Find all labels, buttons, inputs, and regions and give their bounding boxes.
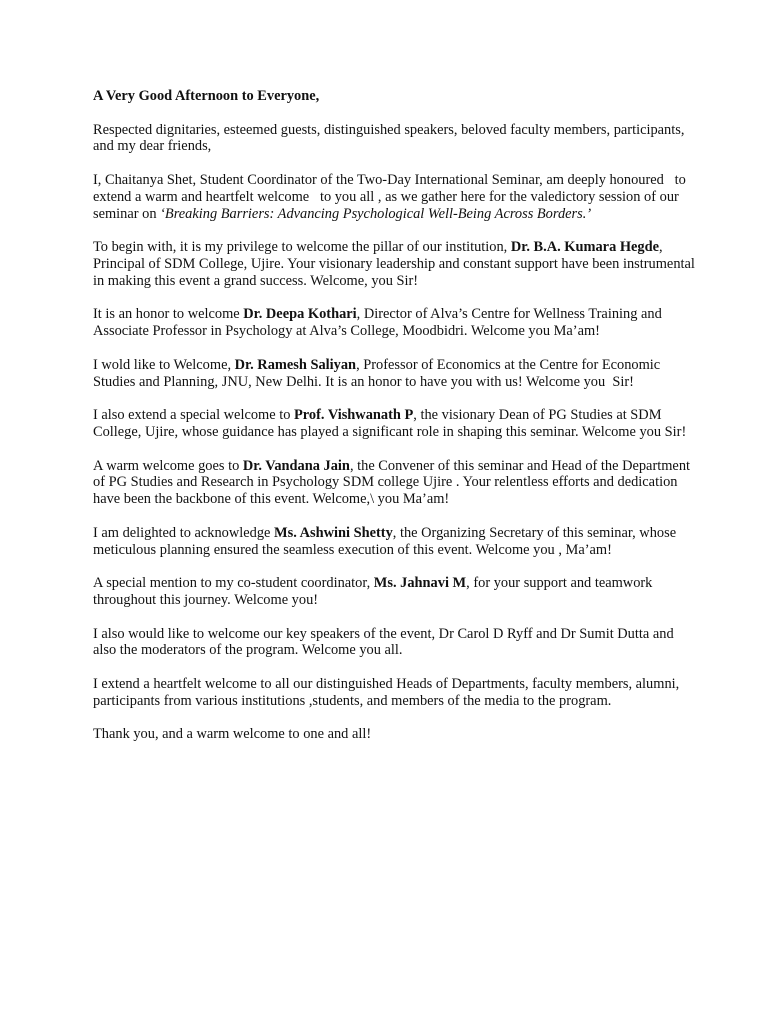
- paragraph-text: A warm welcome goes to: [93, 457, 243, 474]
- professor-welcome-paragraph: [93, 357, 698, 391]
- document-page: [93, 88, 698, 760]
- seminar-title: ‘Breaking Barriers: Advancing Psychological Well-Being Across Borders.’: [160, 205, 592, 222]
- principal-welcome-paragraph: [93, 239, 698, 289]
- paragraph-text: , the Organizing Secretary of this seminar, whose meticulous planning ensured the seamless execution of this event. Welcome you , Ma’am!: [93, 524, 680, 558]
- general-welcome-paragraph: I extend a heartfelt welcome to all our distinguished Heads of Departments, faculty members, alumni, participants from various institutions ,students, and members of the media to the program.: [93, 675, 683, 709]
- greeting-heading: A Very Good Afternoon to Everyone,: [93, 88, 320, 104]
- convener-welcome-paragraph: [93, 458, 698, 508]
- coordinator-welcome-paragraph: [93, 575, 698, 609]
- introduction-paragraph: [93, 172, 698, 222]
- dean-welcome-paragraph: [93, 407, 698, 441]
- paragraph-text: , Professor of Economics at the Centre for Economic Studies and Planning, JNU, New Delhi. It is an honor to have you with us! Welcome you Sir!: [93, 356, 664, 390]
- paragraph-text: I also extend a special welcome to: [93, 407, 294, 424]
- paragraph-text: , the Convener of this seminar and Head of the Department of PG Studies and Research in Psychology SDM college Ujire . Your relentless efforts and dedication have been the backbone of this event. Welcome,\ you Ma’am!: [93, 457, 694, 508]
- guest-name: Ms. Ashwini Shetty: [274, 524, 393, 541]
- guest-name: Dr. Deepa Kothari: [243, 306, 357, 323]
- guest-name: Dr. Ramesh Saliyan: [234, 356, 357, 373]
- guest-name: Dr. B.A. Kumara Hegde: [510, 239, 660, 256]
- speakers-welcome-paragraph: I also would like to welcome our key speakers of the event, Dr Carol D Ryff and Dr Sumit Dutta and also the moderators of the program. Welcome you all.: [93, 625, 678, 659]
- paragraph-text: I am delighted to acknowledge: [93, 524, 275, 541]
- paragraph-text: It is an honor to welcome: [93, 306, 244, 323]
- paragraph-text: To begin with, it is my privilege to welcome the pillar of our institution,: [93, 239, 511, 256]
- secretary-welcome-paragraph: [93, 525, 698, 559]
- paragraph-text: A special mention to my co-student coordinator,: [93, 575, 374, 592]
- introduction-text: I, Chaitanya Shet, Student Coordinator of the Two-Day International Seminar, am deeply honoured to extend a warm and heartfelt welcome to you all , as we gather here for the valedictory session of our seminar on: [93, 171, 690, 222]
- paragraph-text: , Director of Alva’s Centre for Wellness Training and Associate Professor in Psychology at Alva’s College, Moodbidri. Welcome you Ma’am!: [93, 306, 665, 340]
- paragraph-text: , for your support and teamwork throughout this journey. Welcome you!: [93, 575, 656, 608]
- paragraph-text: I wold like to Welcome,: [93, 356, 235, 373]
- paragraph-text: , the visionary Dean of PG Studies at SDM College, Ujire, whose guidance has played a significant role in shaping this seminar. Welcome you Sir!: [93, 407, 687, 440]
- guest-name: Ms. Jahnavi M: [373, 575, 467, 592]
- director-welcome-paragraph: [93, 306, 698, 340]
- paragraph-text: , Principal of SDM College, Ujire. Your visionary leadership and constant support have been instrumental in making this event a grand success. Welcome, you Sir!: [93, 239, 699, 289]
- guest-name: Dr. Vandana Jain: [242, 457, 350, 474]
- salutation-paragraph: Respected dignitaries, esteemed guests, distinguished speakers, beloved faculty members, participants, and my dear friends,: [93, 121, 689, 155]
- guest-name: Prof. Vishwanath P: [294, 407, 414, 424]
- closing-line: Thank you, and a warm welcome to one and all!: [93, 726, 372, 743]
